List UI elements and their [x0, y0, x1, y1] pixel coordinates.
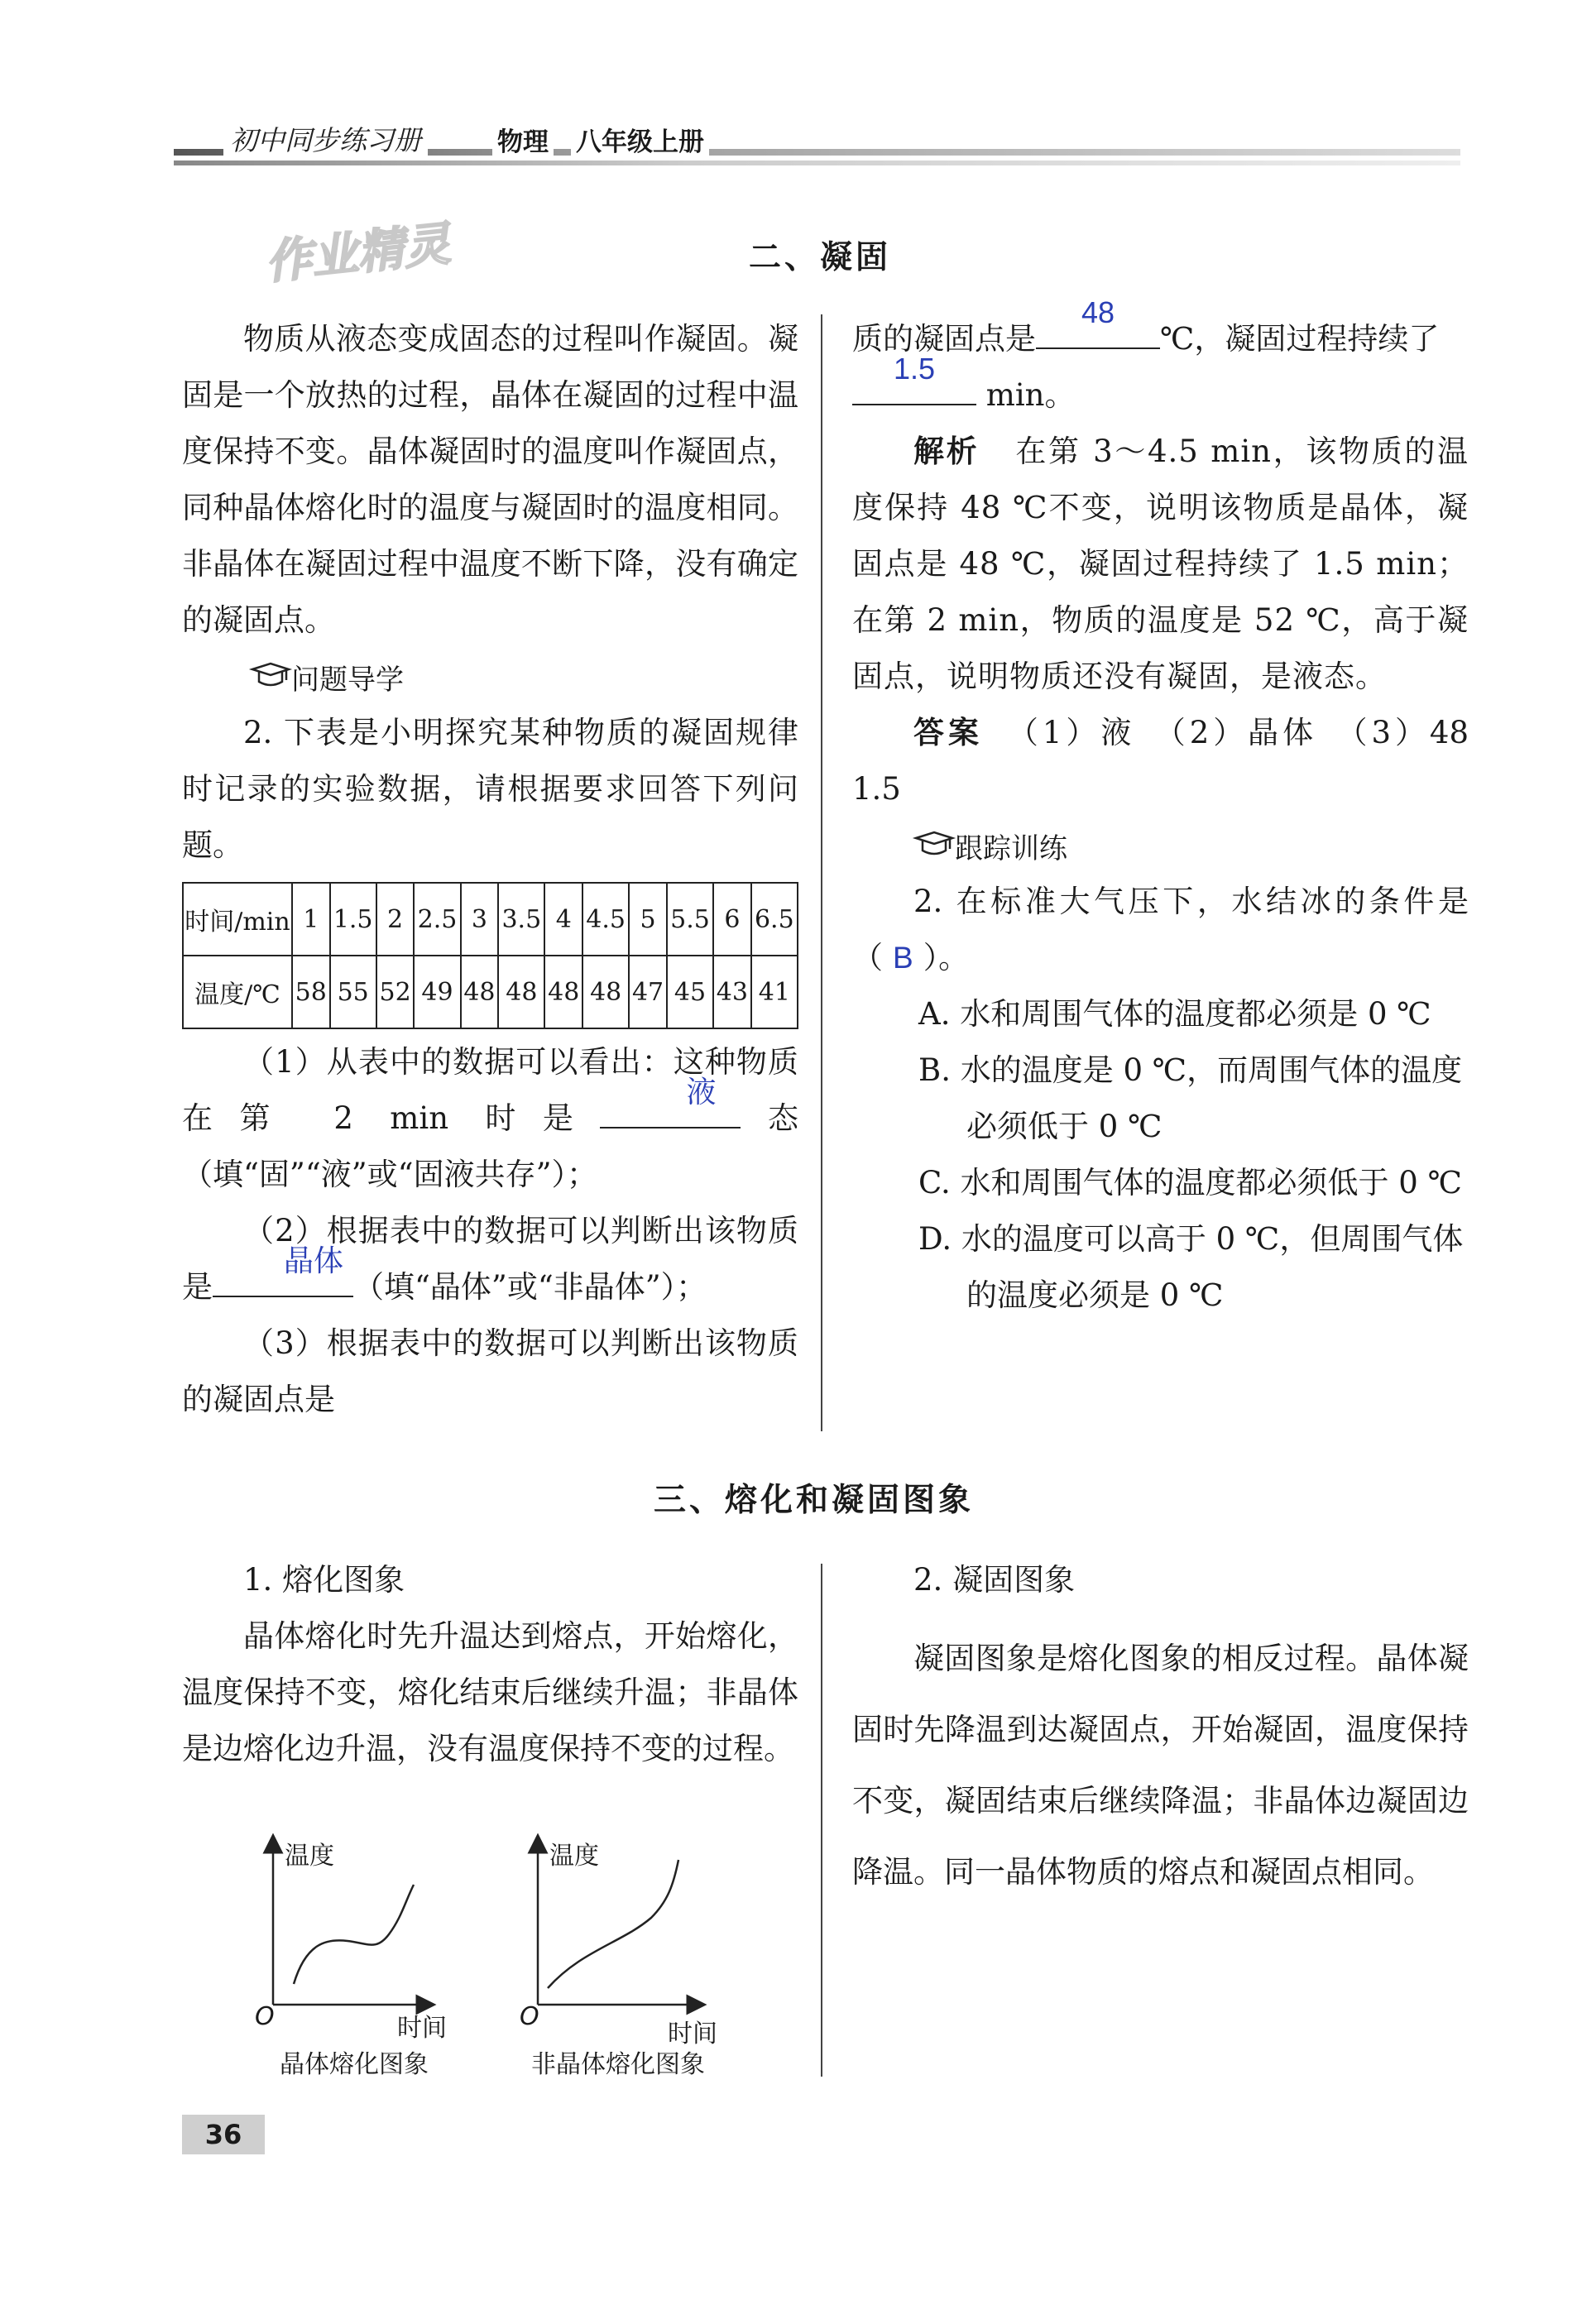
column-divider-top	[821, 314, 822, 1431]
time-cell: 3.5	[498, 883, 544, 956]
q2-text-a: （2）根据表中的数据可以判断出该物质是	[182, 1213, 798, 1305]
table-row-time	[183, 883, 798, 956]
header-series: 初中同步练习册	[223, 119, 428, 158]
q1-text-b: 态（填“固”“液”或“固液共存”）；	[182, 1100, 799, 1192]
temp-cell: 58	[292, 956, 330, 1028]
question2-part3-cont: 质的凝固点是 48 ℃，凝固过程持续了	[852, 311, 1469, 367]
table-header-time: 时间/min	[183, 883, 292, 956]
q2-text-b: （填“晶体”或“非晶体”）；	[353, 1269, 707, 1305]
time-cell: 1.5	[330, 883, 376, 956]
analysis-text: 在第 3～4.5 min，该物质的温度保持 48 ℃不变，说明该物质是晶体，凝固点是 48 ℃，凝固过程持续了 1.5 min；在第 2 min，物质的温度是 52 ℃，高于凝固点，说明物质还没有凝固，是液态。	[852, 434, 1469, 694]
data-table	[182, 882, 798, 1029]
graph1-xlabel: 时间	[397, 2014, 447, 2043]
training-label: 跟踪训练	[955, 831, 1067, 865]
q3-text-a: （3）根据表中的数据可以判断出该物质的凝固点是	[182, 1325, 798, 1417]
graph1-ylabel: 温度	[285, 1842, 334, 1871]
t2-answer: B	[893, 941, 913, 975]
q1-text-a: （1）从表中的数据可以看出：这种物质在第 2 min 时是	[182, 1044, 798, 1136]
q2-answer-blank	[213, 1243, 353, 1297]
time-cell: 4	[544, 883, 582, 956]
q3-answer2: 1.5	[893, 352, 936, 386]
question2-part3	[182, 1315, 798, 1417]
analysis-block	[852, 424, 1469, 705]
section3-title: 三、熔化和凝固图象	[654, 1482, 975, 1519]
analysis-label: 解析	[913, 434, 980, 469]
mortarboard-icon	[250, 662, 291, 692]
temp-cell: 52	[376, 956, 415, 1028]
mortarboard-icon	[913, 831, 955, 860]
option-c: C. 水和周围气体的温度都必须低于 0 ℃	[918, 1165, 1462, 1200]
guide-label: 问题导学	[291, 663, 404, 697]
page-number: 36	[204, 2119, 242, 2150]
header-bar-lower	[174, 161, 1460, 165]
temp-cell: 43	[713, 956, 751, 1028]
option-b: B. 水的温度是 0 ℃，而周围气体的温度必须低于 0 ℃	[918, 1052, 1463, 1144]
time-cell: 5	[629, 883, 667, 956]
answer-label: 答案	[913, 715, 983, 750]
watermark-text: 作业精灵	[262, 217, 453, 290]
training-label-row	[913, 817, 1469, 874]
answer-text: （1）液 （2）晶体 （3）48 1.5	[852, 715, 1500, 807]
section2-title: 二、凝固	[749, 239, 892, 276]
header	[174, 124, 1460, 184]
time-cell: 2	[376, 883, 415, 956]
section2-right-column	[852, 295, 1500, 1324]
answer-block	[852, 705, 1500, 817]
graph1-origin: O	[255, 2002, 275, 2031]
temp-cell: 48	[544, 956, 582, 1028]
guide-label-row	[250, 649, 798, 705]
time-cell: 4.5	[582, 883, 629, 956]
time-cell: 3	[461, 883, 499, 956]
q3-answer1-blank	[1036, 295, 1160, 349]
q3-answer2-blank	[852, 352, 976, 405]
crystal-melting-curve	[248, 1835, 463, 2034]
section2-intro: 物质从液态变成固态的过程叫作凝固。凝固是一个放热的过程，晶体在凝固的过程中温度保持不变。晶体凝固时的温度叫作凝固点，同种晶体熔化时的温度与凝固时的温度相同。非晶体在凝固过程中温度不断下降，没有确定的凝固点。	[182, 321, 798, 638]
graph2-ylabel: 温度	[549, 1842, 599, 1871]
header-subject: 物理	[492, 121, 554, 158]
graph2-caption: 非晶体熔化图象	[531, 2050, 705, 2079]
graph1-caption: 晶体熔化图象	[280, 2050, 429, 2079]
time-cell: 6.5	[751, 883, 798, 956]
option-a: A. 水和周围气体的温度都必须是 0 ℃	[918, 996, 1431, 1032]
question2-part1	[182, 1034, 798, 1203]
solidification-graph-text: 凝固图象是熔化图象的相反过程。晶体凝固时先降温到达凝固点，开始凝固，温度保持不变，凝固结束后继续降温；非晶体边凝固边降温。同一晶体物质的熔点和凝固点相同。	[852, 1641, 1469, 1890]
section3-right-column	[852, 1552, 1469, 1908]
graph2-origin: O	[520, 2002, 539, 2031]
crystal-melting-graph	[248, 1835, 463, 2083]
graph2-xlabel: 时间	[668, 2020, 717, 2048]
time-cell: 1	[292, 883, 330, 956]
temp-cell: 49	[414, 956, 460, 1028]
q3-text-c: min。	[985, 377, 1076, 413]
question2-part2	[182, 1203, 798, 1315]
q1-answer-blank	[600, 1075, 741, 1128]
temp-cell: 48	[498, 956, 544, 1028]
option-d: D. 水的温度可以高于 0 ℃，但周围气体的温度必须是 0 ℃	[918, 1221, 1464, 1313]
t2-stem-b: ）。	[923, 940, 970, 975]
question2-stem: 2. 下表是小明探究某种物质的凝固规律时记录的实验数据，请根据要求回答下列问题。	[182, 715, 798, 863]
time-cell: 2.5	[414, 883, 460, 956]
table-header-temp: 温度/℃	[183, 956, 292, 1028]
temp-cell: 48	[461, 956, 499, 1028]
section3-left-column	[182, 1552, 798, 1777]
q3-answer1: 48	[1081, 295, 1115, 329]
solidification-graph-heading: 2. 凝固图象	[913, 1562, 1076, 1598]
amorphous-melting-graph	[498, 1835, 738, 2083]
t2-stem-a: 2. 在标准大气压下，水结冰的条件是（	[852, 884, 1469, 975]
temp-cell: 55	[330, 956, 376, 1028]
time-cell: 6	[713, 883, 751, 956]
temp-cell: 47	[629, 956, 667, 1028]
column-divider-bottom	[821, 1564, 822, 2077]
question2-part3-end	[852, 352, 1469, 424]
section2-left-column	[182, 311, 799, 1417]
temp-cell: 45	[667, 956, 713, 1028]
table-row-temp	[183, 956, 798, 1028]
training-q2-stem	[852, 874, 1469, 986]
melting-graph-heading: 1. 熔化图象	[243, 1562, 405, 1598]
temp-cell: 41	[751, 956, 798, 1028]
page-number-badge	[182, 2115, 265, 2154]
q1-answer: 液	[686, 1075, 717, 1109]
melting-graph-text: 晶体熔化时先升温达到熔点，开始熔化，温度保持不变，熔化结束后继续升温；非晶体是边熔化边升温，没有温度保持不变的过程。	[182, 1618, 798, 1766]
watermark-logo	[261, 208, 453, 293]
temp-cell: 48	[582, 956, 629, 1028]
time-cell: 5.5	[667, 883, 713, 956]
q2-answer: 晶体	[283, 1243, 343, 1277]
header-grade: 八年级上册	[571, 121, 709, 158]
